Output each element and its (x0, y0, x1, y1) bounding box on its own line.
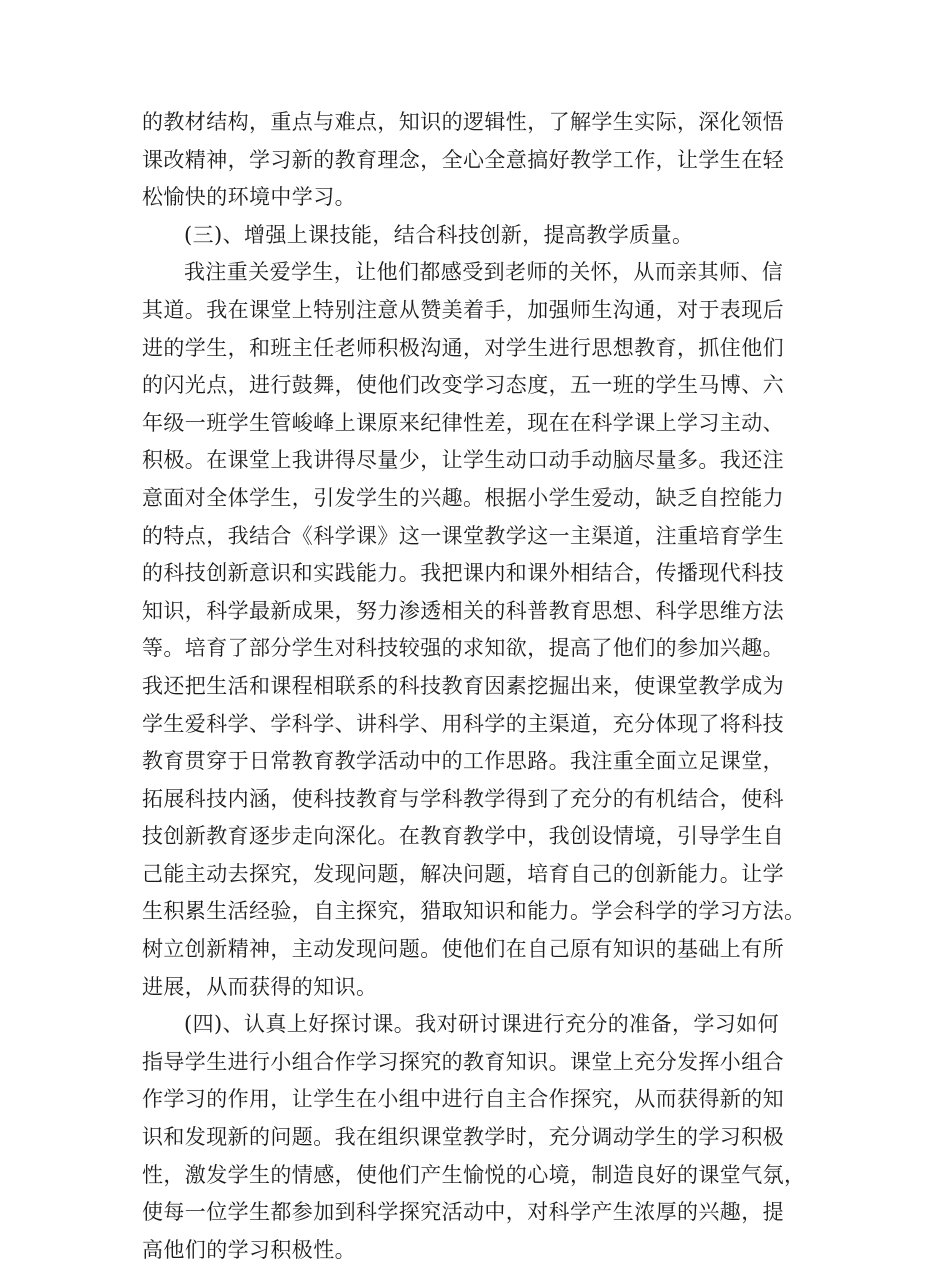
text-line: 课改精神，学习新的教育理念，全心全意搞好教学工作，让学生在轻 (142, 147, 784, 172)
text-line: 意面对全体学生，引发学生的兴趣。根据小学生爱动，缺乏自控能力 (142, 485, 784, 510)
text-line: 进的学生，和班主任老师积极沟通，对学生进行思想教育，抓住他们 (142, 335, 784, 360)
text-line: 性，激发学生的情感，使他们产生愉悦的心境，制造良好的课堂气氛， (142, 1162, 806, 1187)
text-line: 的教材结构，重点与难点，知识的逻辑性，了解学生实际，深化领悟 (142, 110, 784, 134)
text-line: 松愉快的环境中学习。 (142, 185, 356, 210)
text-line: 积极。在课堂上我讲得尽量少，让学生动口动手动脑尽量多。我还注 (142, 448, 784, 473)
text-line: 使每一位学生都参加到科学探究活动中，对科学产生浓厚的兴趣，提 (142, 1200, 784, 1225)
text-line: (四)、认真上好探讨课。我对研讨课进行充分的准备，学习如何 (184, 1012, 779, 1037)
text-line: 教育贯穿于日常教育教学活动中的工作思路。我注重全面立足课堂， (142, 749, 784, 774)
text-line: 其道。我在课堂上特别注意从赞美着手，加强师生沟通，对于表现后 (142, 297, 784, 322)
text-line: 己能主动去探究，发现问题，解决问题，培育自己的创新能力。让学 (142, 861, 784, 886)
text-line: 高他们的学习积极性。 (142, 1237, 356, 1262)
text-line: (三)、增强上课技能，结合科技创新，提高教学质量。 (184, 222, 694, 247)
text-line: 我还把生活和课程相联系的科技教育因素挖掘出来，使课堂教学成为 (142, 673, 784, 698)
text-line: 我注重关爱学生，让他们都感受到老师的关怀，从而亲其师、信 (184, 260, 784, 285)
text-line: 作学习的作用，让学生在小组中进行自主合作探究，从而获得新的知 (142, 1087, 784, 1112)
text-line: 指导学生进行小组合作学习探究的教育知识。课堂上充分发挥小组合 (142, 1049, 784, 1074)
text-line: 的闪光点，进行鼓舞，使他们改变学习态度，五一班的学生马博、六 (142, 373, 784, 398)
text-line: 等。培育了部分学生对科技较强的求知欲，提高了他们的参加兴趣。 (142, 636, 784, 661)
text-line: 进展，从而获得的知识。 (142, 974, 378, 999)
text-line: 年级一班学生管峻峰上课原来纪律性差，现在在科学课上学习主动、 (142, 410, 784, 435)
text-line: 的特点，我结合《科学课》这一课堂教学这一主渠道，注重培育学生 (142, 523, 784, 548)
text-line: 技创新教育逐步走向深化。在教育教学中，我创设情境，引导学生自 (142, 824, 784, 849)
text-line: 识和发现新的问题。我在组织课堂教学时，充分调动学生的学习积极 (142, 1125, 784, 1150)
document-body (142, 104, 832, 1269)
text-line: 生积累生活经验，自主探究，猎取知识和能力。学会科学的学习方法。 (142, 899, 806, 924)
text-line: 树立创新精神，主动发现问题。使他们在自己原有知识的基础上有所 (142, 937, 784, 962)
text-line: 的科技创新意识和实践能力。我把课内和课外相结合，传播现代科技 (142, 561, 784, 586)
text-line: 知识，科学最新成果，努力渗透相关的科普教育思想、科学思维方法 (142, 598, 784, 623)
text-line: 拓展科技内涵，使科技教育与学科教学得到了充分的有机结合，使科 (142, 786, 784, 811)
text-line: 学生爱科学、学科学、讲科学、用科学的主渠道，充分体现了将科技 (142, 711, 784, 736)
